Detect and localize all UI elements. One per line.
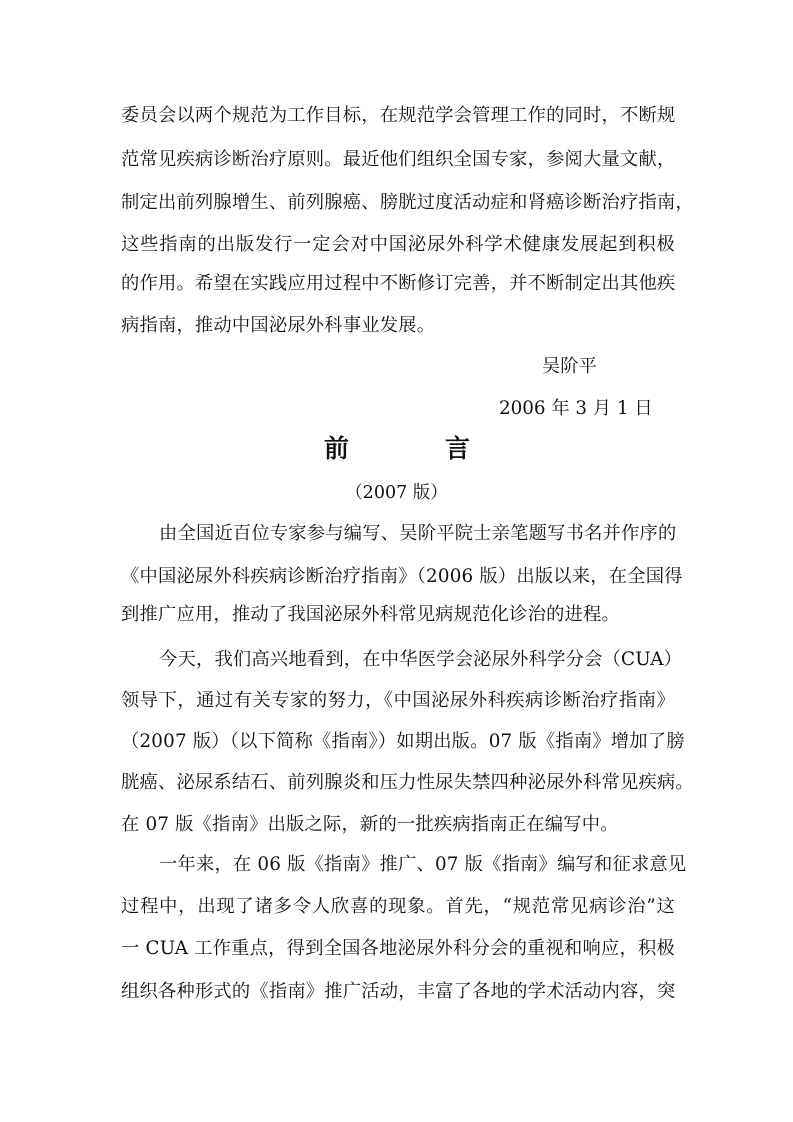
- paragraph-line: 范常见疾病诊断治疗原则。最近他们组织全国专家，参阅大量文献，: [121, 149, 676, 170]
- paragraph-line: 委员会以两个规范为工作目标，在规范学会管理工作的同时，不断规: [121, 105, 676, 126]
- paragraph-line: 今天，我们高兴地看到，在中华医学会泌尿外科学分会（CUA）: [159, 649, 683, 670]
- page-title: 前 言: [324, 434, 470, 463]
- paragraph-line: 制定出前列腺增生、前列腺癌、膀胱过度活动症和肾癌诊断治疗指南，: [121, 192, 694, 213]
- paragraph-line: 这些指南的出版发行一定会对中国泌尿外科学术健康发展起到积极: [121, 234, 675, 255]
- signature-name: 吴阶平: [542, 356, 597, 377]
- paragraph-line: 的作用。希望在实践应用过程中不断修订完善，并不断制定出其他疾: [121, 273, 676, 294]
- signature-date: 2006 年 3 月 1 日: [499, 398, 653, 419]
- paragraph-line: 过程中，出现了诸多令人欣喜的现象。首先，“规范常见病诊治”这: [121, 896, 675, 917]
- paragraph-line: 病指南，推动中国泌尿外科事业发展。: [121, 315, 436, 336]
- paragraph-line: 《中国泌尿外科疾病诊断治疗指南》（2006 版）出版以来，在全国得: [121, 566, 683, 587]
- paragraph-line: 在 07 版《指南》出版之际，新的一批疾病指南正在编写中。: [121, 814, 619, 835]
- paragraph-line: 领导下，通过有关专家的努力，《中国泌尿外科疾病诊断治疗指南》: [121, 690, 675, 711]
- edition-label: （2007 版）: [345, 483, 448, 503]
- paragraph-line: 一 CUA 工作重点，得到全国各地泌尿外科分会的重视和响应，积极: [121, 938, 675, 959]
- paragraph-line: 一年来，在 06 版《指南》推广、07 版《指南》编写和征求意见: [159, 854, 687, 875]
- paragraph-line: 由全国近百位专家参与编写、吴阶平院士亲笔题写书名并作序的: [159, 523, 677, 544]
- paragraph-line: 到推广应用，推动了我国泌尿外科常见病规范化诊治的进程。: [121, 604, 620, 625]
- paragraph-line: 组织各种形式的《指南》推广活动，丰富了各地的学术活动内容，突: [121, 981, 676, 1002]
- paragraph-line: 胱癌、泌尿系结石、前列腺炎和压力性尿失禁四种泌尿外科常见疾病。: [121, 772, 694, 793]
- paragraph-line: （2007 版）（以下简称《指南》）如期出版。07 版《指南》增加了膀: [121, 731, 685, 752]
